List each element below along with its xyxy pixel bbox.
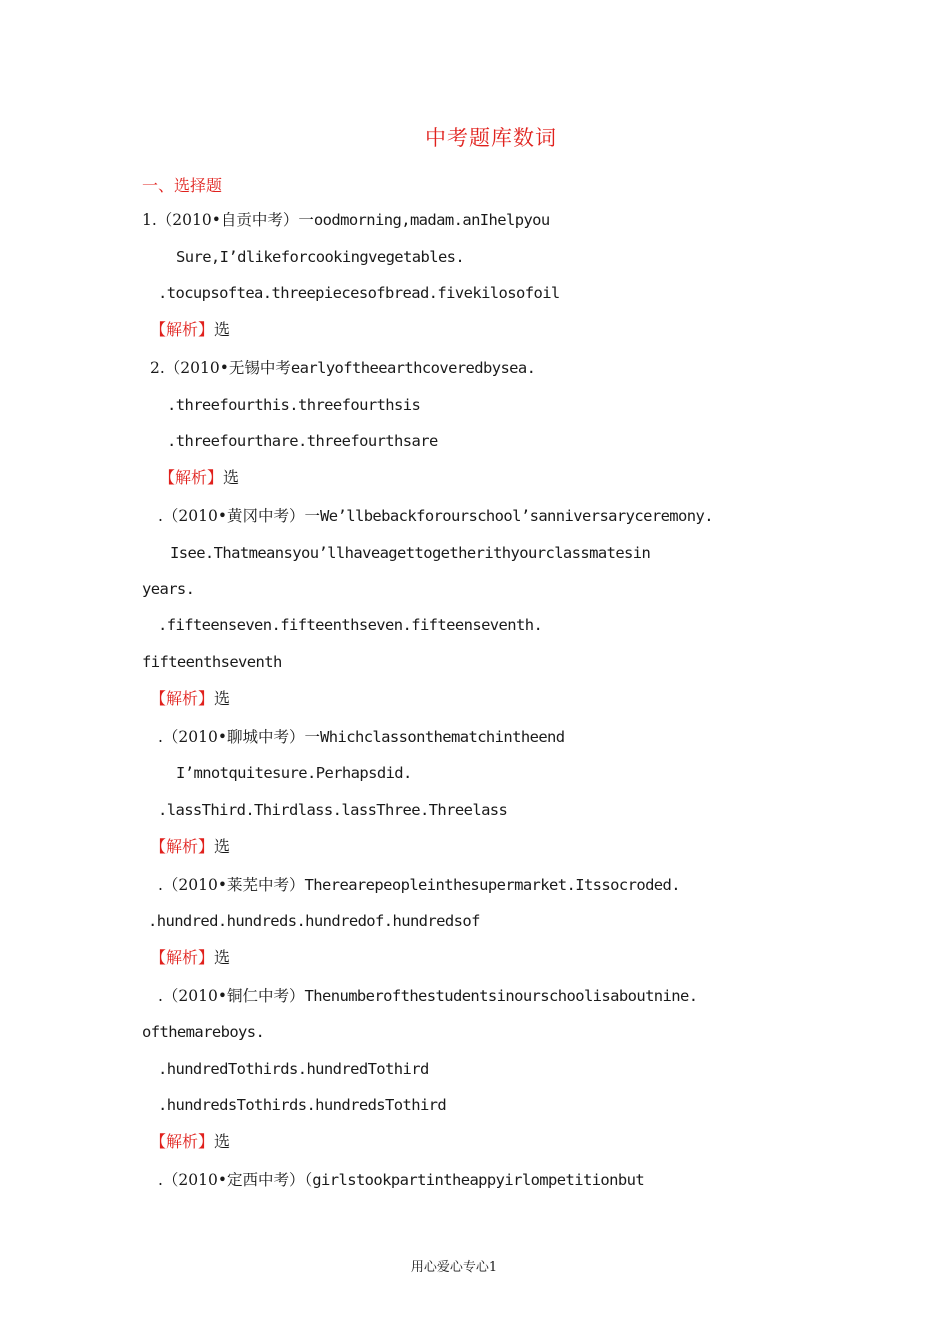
question-2-options-b: .threefourthare.threefourthsare [167, 432, 438, 450]
answer-label: 【解析】 [150, 1132, 215, 1151]
question-7-prefix: .（2010•定西中考）（ [158, 1171, 313, 1189]
answer-suffix: 选 [223, 468, 240, 487]
question-6-options-a: .hundredTothirds.hundredTothird [158, 1060, 429, 1078]
question-1-line-1: Sure,I’dlikeforcookingvegetables. [176, 248, 465, 266]
question-3-answer [150, 689, 230, 709]
question-3-text: We’llbebackforourschool’sanniversaryceremony. [320, 507, 713, 525]
question-6-text: Thenumberofthestudentsinourschoolisaboutnine. [304, 987, 698, 1005]
page-title: 中考题库数词 [425, 126, 557, 150]
section-heading: 一、选择题 [142, 176, 223, 195]
question-5-prefix: .（2010•莱芜中考） [158, 876, 305, 894]
answer-suffix: 选 [214, 1132, 231, 1151]
question-2-stem [150, 358, 535, 378]
question-5-stem [158, 875, 680, 895]
question-6-prefix: .（2010•铜仁中考） [158, 987, 305, 1005]
question-4-answer [150, 837, 230, 857]
question-4-options: .lassThird.Thirdlass.lassThree.Threelass [158, 801, 508, 819]
question-5-text: Therearepeopleinthesupermarket.Itssocroded. [304, 876, 680, 894]
question-3-options: .fifteenseven.fifteenthseven.fifteenseventh. [158, 616, 543, 634]
answer-label: 【解析】 [150, 689, 215, 708]
question-2-options-a: .threefourthis.threefourthsis [167, 396, 421, 414]
question-7-stem [158, 1170, 644, 1190]
question-7-text: girlstookpartintheappyirlompetitionbut [312, 1171, 645, 1189]
question-5-answer [150, 948, 230, 968]
question-3-options-cont: fifteenthseventh [142, 653, 282, 671]
question-4-stem [158, 727, 565, 747]
answer-label: 【解析】 [150, 320, 215, 339]
question-6-answer [150, 1132, 230, 1152]
answer-suffix: 选 [214, 837, 231, 856]
question-3-stem [158, 506, 713, 526]
question-6-options-b: .hundredsTothirds.hundredsTothird [158, 1096, 447, 1114]
question-2-prefix: 2.（2010•无锡中考 [150, 359, 291, 377]
question-1-prefix: 1.（2010•自贡中考）一 [142, 211, 314, 229]
question-1-options: .tocupsoftea.threepiecesofbread.fivekilosofoil [158, 284, 560, 302]
question-2-answer [159, 468, 239, 488]
question-4-text: Whichclassonthematchintheend [320, 728, 565, 746]
answer-label: 【解析】 [150, 837, 215, 856]
question-3-prefix: .（2010•黄冈中考）一 [158, 507, 321, 525]
question-1-answer [150, 320, 230, 340]
question-4-prefix: .（2010•聊城中考）一 [158, 728, 321, 746]
answer-suffix: 选 [214, 689, 231, 708]
question-5-options: .hundred.hundreds.hundredof.hundredsof [148, 912, 480, 930]
question-2-text: earlyoftheearthcoveredbysea. [290, 359, 536, 377]
question-6-line-1: ofthemareboys. [142, 1023, 265, 1041]
question-6-stem [158, 986, 697, 1006]
question-3-line-1: Isee.Thatmeansyou’llhaveagettogetherithyourclassmatesin [170, 544, 651, 562]
answer-suffix: 选 [214, 948, 231, 967]
answer-label: 【解析】 [150, 948, 215, 967]
question-1-stem [142, 210, 550, 230]
answer-suffix: 选 [214, 320, 231, 339]
question-1-text: oodmorning,madam.anIhelpyou [313, 211, 550, 229]
page-footer: 用心爱心专心1 [410, 1260, 498, 1275]
question-3-line-2: years. [142, 580, 195, 598]
question-4-line-1: I’mnotquitesure.Perhapsdid. [176, 764, 412, 782]
answer-label: 【解析】 [159, 468, 224, 487]
